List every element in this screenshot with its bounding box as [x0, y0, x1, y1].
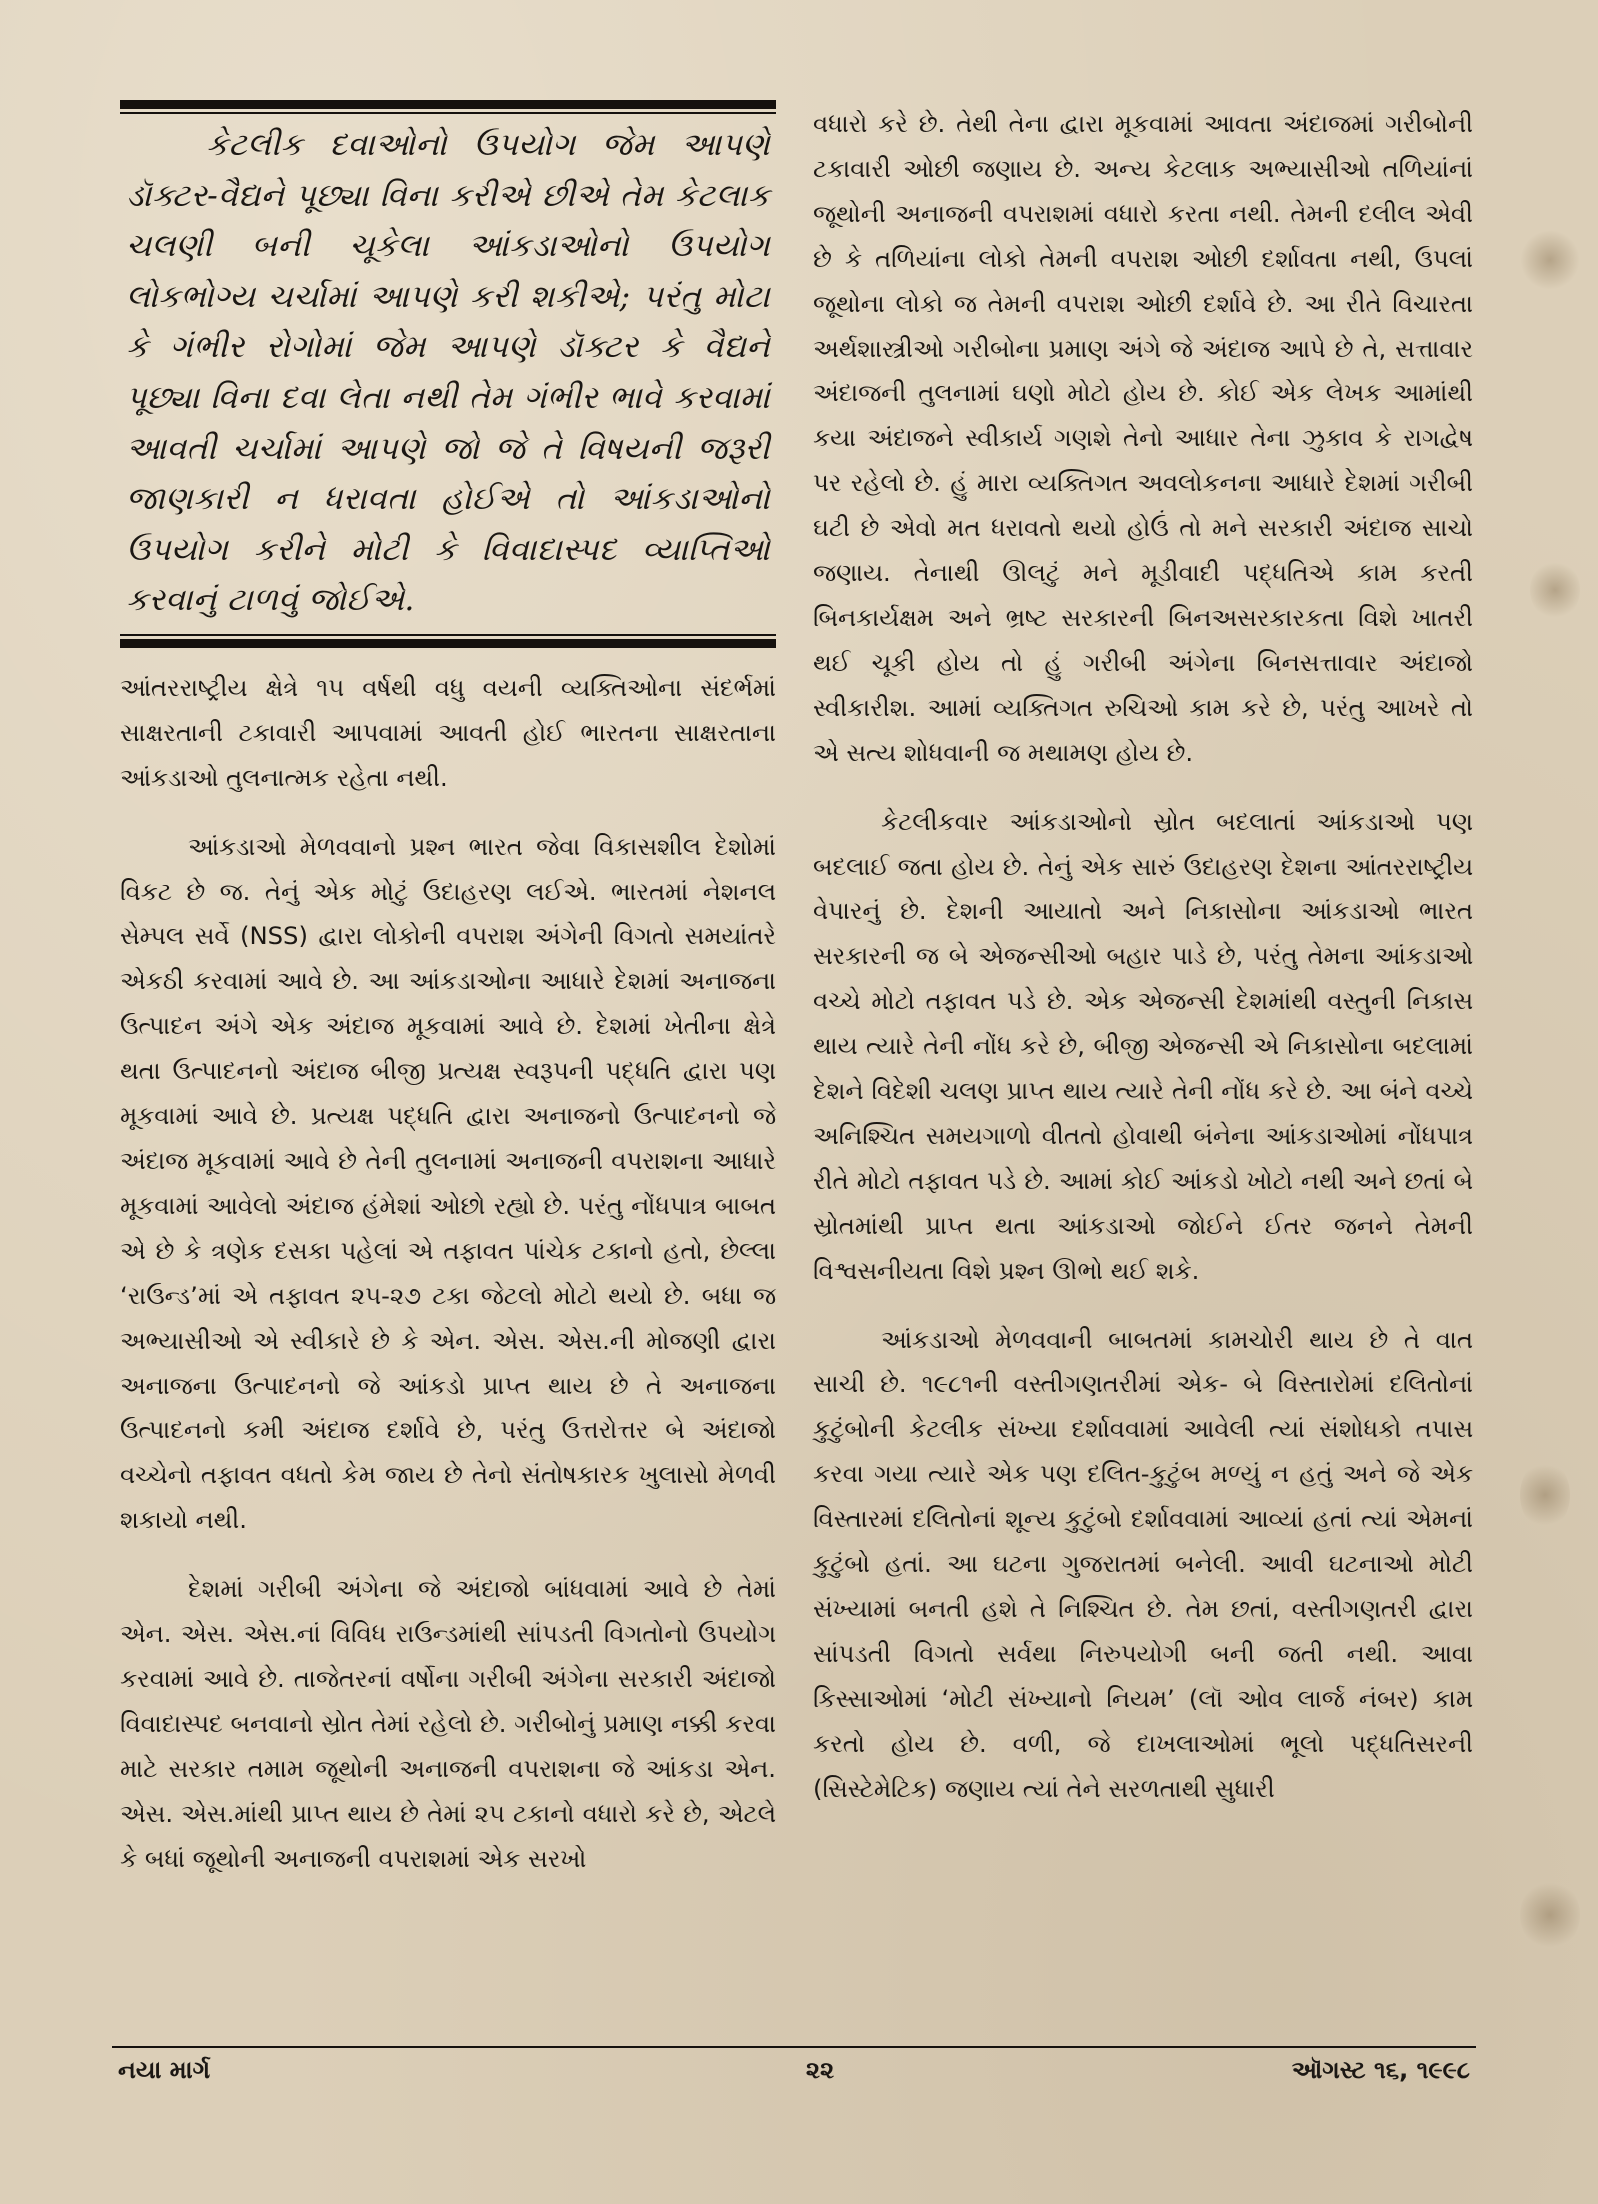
- right-column: [813, 102, 1473, 1812]
- left-column: [120, 100, 776, 1882]
- pullquote-text: કેટલીક દવાઓનો ઉપયોગ જેમ આપણે ડૉક્ટર-વૈદ્યને પૂછ્યા વિના કરીએ છીએ તેમ કેટલાક ચલણી બની ચૂકેલા આંકડાઓનો ઉપયોગ લોકભોગ્ય ચર્ચામાં આપણે કરી શકીએ; પરંતુ મોટા કે ગંભીર રોગોમાં જેમ આપણે ડૉક્ટર કે વૈદ્યને પૂછ્યા વિના દવા લેતા નથી તેમ ગંભીર ભાવે કરવામાં આવતી ચર્ચામાં આપણે જો જે તે વિષયની જરૂરી જાણકારી ન ધરાવતા હોઈએ તો આંકડાઓનો ઉપયોગ કરીને મોટી કે વિવાદાસ્પદ વ્યાપ્તિઓ કરવાનું ટાળવું જોઈએ.: [126, 127, 770, 619]
- footer-publication-name: નયા માર્ગ: [118, 2056, 211, 2084]
- footer-date: ઑગસ્ટ ૧૬, ૧૯૯૮: [1291, 2056, 1470, 2084]
- paper-stain: [1520, 1880, 1580, 1950]
- paper-stain: [1520, 230, 1580, 290]
- paper-stain: [1520, 1460, 1570, 1530]
- pullquote-bottom-rule: [120, 634, 776, 648]
- right-paragraph-2: કેટલીકવાર આંકડાઓનો સ્રોત બદલાતાં આંકડાઓ પણ બદલાઈ જતા હોય છે. તેનું એક સારું ઉદાહરણ દેશના આંતરરાષ્ટ્રીય વેપારનું છે. દેશની આયાતો અને નિકાસોના આંકડાઓ ભારત સરકારની જ બે એજન્સીઓ બહાર પાડે છે, પરંતુ તેમના આંકડાઓ વચ્ચે મોટો તફાવત પડે છે. એક એજન્સી દેશમાંથી વસ્તુની નિકાસ થાય ત્યારે તેની નોંધ કરે છે, બીજી એજન્સી એ નિકાસોના બદલામાં દેશને વિદેશી ચલણ પ્રાપ્ત થાય ત્યારે તેની નોંધ કરે છે. આ બંને વચ્ચે અનિશ્ચિત સમયગાળો વીતતો હોવાથી બંનેના આંકડાઓમાં નોંધપાત્ર રીતે મોટો તફાવત પડે છે. આમાં કોઈ આંકડો ખોટો નથી અને છતાં બે સ્રોતમાંથી પ્રાપ્ત થતા આંકડાઓ જોઈને ઈતર જનને તેમની વિશ્વસનીયતા વિશે પ્રશ્ન ઊભો થઈ શકે.: [813, 806, 1473, 1285]
- left-paragraph-2: આંકડાઓ મેળવવાનો પ્રશ્ન ભારત જેવા વિકાસશીલ દેશોમાં વિકટ છે જ. તેનું એક મોટું ઉદાહરણ લઈએ. ભારતમાં નેશનલ સેમ્પલ સર્વે (NSS) દ્વારા લોકોની વપરાશ અંગેની વિગતો સમયાંતરે એકઠી કરવામાં આવે છે. આ આંકડાઓના આધારે દેશમાં અનાજના ઉત્પાદન અંગે એક અંદાજ મૂકવામાં આવે છે. દેશમાં ખેતીના ક્ષેત્રે થતા ઉત્પાદનનો અંદાજ બીજી પ્રત્યક્ષ સ્વરૂપની પદ્ધતિ દ્વારા પણ મૂકવામાં આવે છે. પ્રત્યક્ષ પદ્ધતિ દ્વારા અનાજનો ઉત્પાદનનો જે અંદાજ મૂકવામાં આવે છે તેની તુલનામાં અનાજની વપરાશના આધારે મૂકવામાં આવેલો અંદાજ હંમેશાં ઓછો રહ્યો છે. પરંતુ નોંધપાત્ર બાબત એ છે કે ત્રણેક દસકા પહેલાં એ તફાવત પાંચેક ટકાનો હતો, છેલ્લા ‘રાઉન્ડ’માં એ તફાવત ૨૫-૨૭ ટકા જેટલો મોટો થયો છે. બધા જ અભ્યાસીઓ એ સ્વીકારે છે કે એન. એસ. એસ.ની મોજણી દ્વારા અનાજના ઉત્પાદનનો જે આંકડો પ્રાપ્ત થાય છે તે અનાજના ઉત્પાદનનો કમી અંદાજ દર્શાવે છે, પરંતુ ઉત્તરોત્તર બે અંદાજો વચ્ચેનો તફાવત વધતો કેમ જાય છે તેનો સંતોષકારક ખુલાસો મેળવી શકાયો નથી.: [120, 831, 776, 1535]
- left-paragraph-3: દેશમાં ગરીબી અંગેના જે અંદાજો બાંધવામાં આવે છે તેમાં એન. એસ. એસ.નાં વિવિધ રાઉન્ડમાંથી સાંપડતી વિગતોનો ઉપયોગ કરવામાં આવે છે. તાજેતરનાં વર્ષોના ગરીબી અંગેના સરકારી અંદાજો વિવાદાસ્પદ બનવાનો સ્રોત તેમાં રહેલો છે. ગરીબોનું પ્રમાણ નક્કી કરવા માટે સરકાર તમામ જૂથોની અનાજની વપરાશના જે આંકડા એન. એસ. એસ.માંથી પ્રાપ્ત થાય છે તેમાં ૨૫ ટકાનો વધારો કરે છે, એટલે કે બધાં જૂથોની અનાજની વપરાશમાં એક સરખો: [120, 1574, 776, 1873]
- pullquote-top-rule: [120, 100, 776, 114]
- right-paragraph-3: આંકડાઓ મેળવવાની બાબતમાં કામચોરી થાય છે તે વાત સાચી છે. ૧૯૮૧ની વસ્તીગણતરીમાં એક- બે વિસ્તારોમાં દલિતોનાં કુટુંબોની કેટલીક સંખ્યા દર્શાવવામાં આવેલી ત્યાં સંશોધકો તપાસ કરવા ગયા ત્યારે એક પણ દલિત-કુટુંબ મળ્યું ન હતું અને જે એક વિસ્તારમાં દલિતોનાં શૂન્ય કુટુંબો દર્શાવવામાં આવ્યાં હતાં ત્યાં એમનાં કુટુંબો હતાં. આ ઘટના ગુજરાતમાં બનેલી. આવી ઘટનાઓ મોટી સંખ્યામાં બનતી હશે તે નિશ્ચિત છે. તેમ છતાં, વસ્તીગણતરી દ્વારા સાંપડતી વિગતો સર્વથા નિરુપયોગી બની જતી નથી. આવા કિસ્સાઓમાં ‘મોટી સંખ્યાનો નિયમ’ (લૉ ઓવ લાર્જ નંબર) કામ કરતો હોય છે. વળી, જે દાખલાઓમાં ભૂલો પદ્ધતિસરની (સિસ્ટેમેટિક) જણાય ત્યાં તેને સરળતાથી સુધારી: [813, 1324, 1473, 1803]
- paper-stain: [1530, 560, 1580, 620]
- footer-page-number: ૨૨: [805, 2056, 835, 2084]
- right-paragraph-1: વધારો કરે છે. તેથી તેના દ્વારા મૂકવામાં આવતા અંદાજમાં ગરીબોની ટકાવારી ઓછી જણાય છે. અન્ય કેટલાક અભ્યાસીઓ તળિયાંનાં જૂથોની અનાજની વપરાશમાં વધારો કરતા નથી. તેમની દલીલ એવી છે કે તળિયાંના લોકો તેમની વપરાશ ઓછી દર્શાવતા નથી, ઉપલાં જૂથોના લોકો જ તેમની વપરાશ ઓછી દર્શાવે છે. આ રીતે વિચારતા અર્થશાસ્ત્રીઓ ગરીબોના પ્રમાણ અંગે જે અંદાજ આપે છે તે, સત્તાવાર અંદાજની તુલનામાં ઘણો મોટો હોય છે. કોઈ એક લેખક આમાંથી કયા અંદાજને સ્વીકાર્ય ગણશે તેનો આધાર તેના ઝુકાવ કે રાગદ્વેષ પર રહેલો છે. હું મારા વ્યક્તિગત અવલોકનના આધારે દેશમાં ગરીબી ઘટી છે એવો મત ધરાવતો થયો હોઉં તો મને સરકારી અંદાજ સાચો જણાય. તેનાથી ઊલટું મને મૂડીવાદી પદ્ધતિએ કામ કરતી બિનકાર્યક્ષમ અને ભ્રષ્ટ સરકારની બિનઅસરકારકતા વિશે ખાતરી થઈ ચૂકી હોય તો હું ગરીબી અંગેના બિનસત્તાવાર અંદાજો સ્વીકારીશ. આમાં વ્યક્તિગત રુચિઓ કામ કરે છે, પરંતુ આખરે તો એ સત્ય શોધવાની જ મથામણ હોય છે.: [813, 109, 1473, 767]
- footer-rule: [112, 2046, 1476, 2048]
- left-paragraph-1: આંતરરાષ્ટ્રીય ક્ષેત્રે ૧૫ વર્ષથી વધુ વયની વ્યક્તિઓના સંદર્ભમાં સાક્ષરતાની ટકાવારી આપવામાં આવતી હોઈ ભારતના સાક્ષરતાના આંકડાઓ તુલનાત્મક રહેતા નથી.: [120, 672, 776, 792]
